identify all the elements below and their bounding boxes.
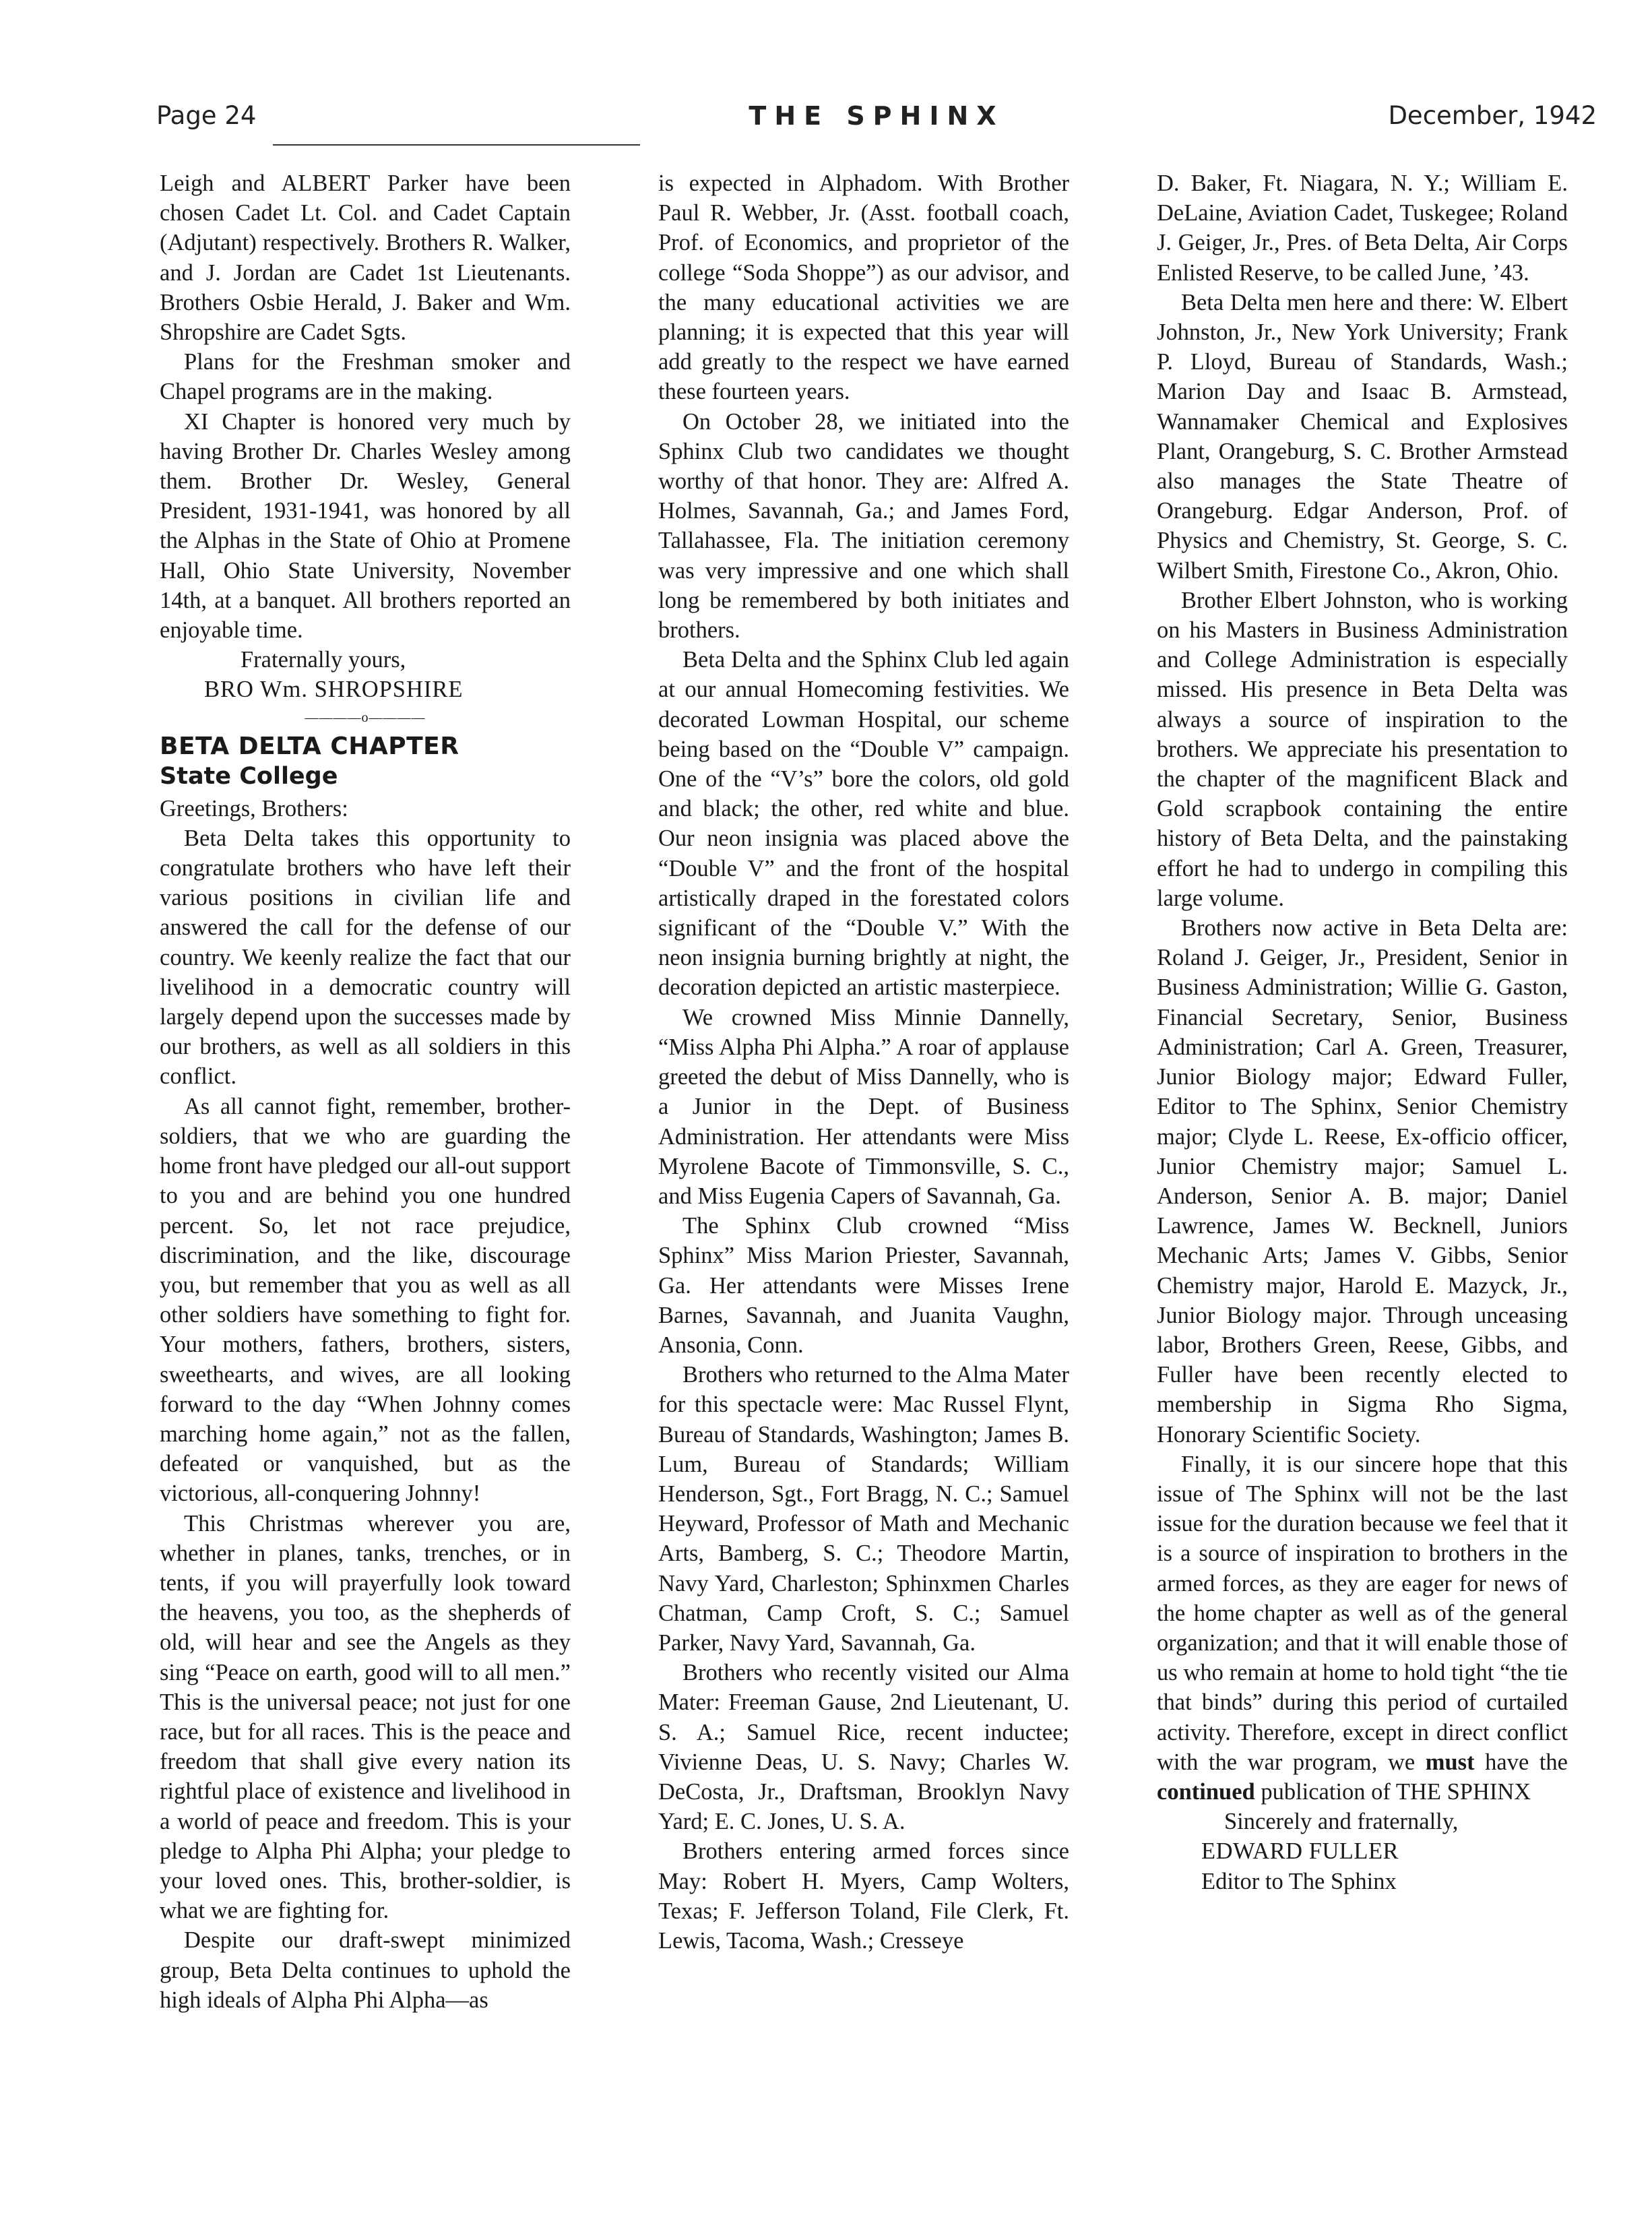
section-divider: ————o———— (305, 710, 426, 725)
paragraph: D. Baker, Ft. Niagara, N. Y.; William E. DeLaine, Aviation Cadet, Tuskegee; Roland J. Geiger, Jr., Pres. of Beta Delta, Air Corps Enlisted Reserve, to be called June, ’43. (1157, 170, 1568, 286)
paragraph: Brother Elbert Johnston, who is working on his Masters in Business Administration and College Administration is especially missed. His presence in Beta Delta was always a source of inspiration to the brothers. We appreciate his presentation to the chapter of the magnificent Black and Gold scrapbook containing the entire history of Beta Delta, and the painstaking effort he had to undergo in compiling this large volume. (1157, 587, 1568, 911)
masthead-title: THE SPHINX (749, 101, 1005, 131)
paragraph: This Christmas wherever you are, whether in planes, tanks, trenches, or in tents, if you will prayerfully look toward the heavens, you too, as the shepherds of old, will hear and see the Angels as they sing “Peace on earth, good will to all men.” This is the universal peace; not just for one race, but for all races. This is the peace and freedom that shall give every nation its rightful place of existence and livelihood in a world of peace and freedom. This is your pledge to Alpha Phi Alpha; your pledge to your loved ones. This, brother-soldier, is what we are fighting for. (160, 1510, 571, 1924)
greeting: Greetings, Brothers: (160, 795, 348, 821)
paragraph: Brothers entering armed forces since May: Robert H. Myers, Camp Wolters, Texas; F. Jefferson Toland, File Clerk, Ft. Lewis, Tacoma, Wash.; Cresseye (658, 1838, 1069, 1954)
paragraph-text: publication of THE SPHINX (1261, 1778, 1531, 1805)
emphasis-must: must (1425, 1749, 1475, 1775)
letter-closing: Sincerely and fraternally, (1224, 1809, 1459, 1835)
paragraph-text: have the (1485, 1749, 1568, 1775)
paragraph: Despite our draft-swept minimized group, Beta Delta continues to uphold the high ideals of Alpha Phi Alpha—as (160, 1927, 571, 2013)
chapter-heading: BETA DELTA CHAPTER (160, 732, 459, 760)
chapter-subheading: State College (160, 762, 338, 790)
paragraph: Brothers who returned to the Alma Mater for this spectacle were: Mac Russel Flynt, Bureau of Standards, Washington; James B. Lum, Bureau of Standards; William Henderson, Sgt., Fort Bragg, N. C.; Samuel Heyward, Professor of Math and Mechanic Arts, Bamberg, S. C.; Theodore Martin, Navy Yard, Charleston; Sphinxmen Charles Chatman, Camp Croft, S. C.; Samuel Parker, Navy Yard, Savannah, Ga. (658, 1362, 1069, 1656)
paragraph: Brothers who recently visited our Alma Mater: Freeman Gause, 2nd Lieutenant, U. S. A.; Samuel Rice, recent inductee; Vivienne Deas, U. S. Navy; Charles W. DeCosta, Jr., Draftsman, Brooklyn Navy Yard; E. C. Jones, U. S. A. (658, 1660, 1069, 1835)
paragraph (1157, 1450, 1568, 1807)
letter-signature: BRO Wm. SHROPSHIRE (204, 677, 464, 703)
paragraph: Leigh and ALBERT Parker have been chosen Cadet Lt. Col. and Cadet Captain (Adjutant) respectively. Brothers R. Walker, and J. Jordan are Cadet 1st Lieutenants. Brothers Osbie Herald, J. Baker and Wm. Shropshire are Cadet Sgts. (160, 170, 571, 346)
page-header (156, 101, 1597, 142)
header-rule (273, 144, 640, 146)
emphasis-continued: continued (1157, 1778, 1255, 1805)
paragraph-text: Finally, it is our sincere hope that this issue of The Sphinx will not be the last issue for the duration because we feel that it is a source of inspiration to brothers in the armed forces, as they are eager for news of the home chapter as well as of the general organization; and that it will enable those of us who remain at home to hold tight “the tie that binds” during this period of curtailed activity. Therefore, except in direct conflict with the war program, we (1157, 1451, 1568, 1775)
paragraph: is expected in Alphadom. With Brother Paul R. Webber, Jr. (Asst. football coach, Prof. of Economics, and proprietor of the college “Soda Shoppe”) as our advisor, and the many educational activities we are planning; it is expected that this year will add greatly to the respect we have earned these fourteen years. (658, 170, 1069, 405)
letter-signature: EDWARD FULLER (1201, 1838, 1399, 1865)
paragraph: Beta Delta and the Sphinx Club led again at our annual Homecoming festivities. We decorated Lowman Hospital, our scheme being based on the “Double V” campaign. One of the “V’s” bore the colors, old gold and black; the other, red white and blue. Our neon insignia was placed above the “Double V” and the front of the hospital artistically draped in the forestated colors significant of the “Double V.” With the neon insignia burning brightly at night, the decoration depicted an artistic masterpiece. (658, 647, 1069, 1001)
column-2 (658, 168, 1069, 1956)
page-number: Page 24 (156, 101, 257, 130)
paragraph: The Sphinx Club crowned “Miss Sphinx” Miss Marion Priester, Savannah, Ga. Her attendants were Misses Irene Barnes, Savannah, and Juanita Vaughn, Ansonia, Conn. (658, 1213, 1069, 1358)
letter-closing: Fraternally yours, (241, 647, 406, 673)
paragraph: Plans for the Freshman smoker and Chapel programs are in the making. (160, 349, 571, 405)
paragraph: Brothers now active in Beta Delta are: Roland J. Geiger, Jr., President, Senior in Business Administration; Willie G. Gaston, Financial Secretary, Senior, Business Administration; Carl A. Green, Treasurer, Junior Biology major; Edward Fuller, Editor to The Sphinx, Senior Chemistry major; Clyde L. Reese, Ex-officio officer, Junior Chemistry major; Samuel L. Anderson, Senior A. B. major; Daniel Lawrence, James W. Becknell, Juniors Mechanic Arts; James V. Gibbs, Senior Chemistry major, Harold E. Mazyck, Jr., Junior Biology major. Through unceasing labor, Brothers Green, Reese, Gibbs, and Fuller have been recently elected to membership in Sigma Rho Sigma, Honorary Scientific Society. (1157, 915, 1568, 1448)
paragraph: On October 28, we initiated into the Sphinx Club two candidates we thought worthy of that honor. They are: Alfred A. Holmes, Savannah, Ga.; and James Ford, Tallahassee, Fla. The initiation ceremony was very impressive and one which shall long be remembered by both initiates and brothers. (658, 408, 1069, 644)
paragraph: As all cannot fight, remember, brother-soldiers, that we who are guarding the home front have pledged our all-out support to you and are behind you one hundred percent. So, let not race prejudice, discrimination, and the like, discourage you, but remember that you as well as all other soldiers have something to fight for. Your mothers, fathers, brothers, sisters, sweethearts, and wives, are all looking forward to the day “When Johnny comes marching home again,” not as the fallen, defeated or vanquished, but as the victorious, all-conquering Johnny! (160, 1093, 571, 1507)
paragraph: We crowned Miss Minnie Dannelly, “Miss Alpha Phi Alpha.” A roar of applause greeted the debut of Miss Dannelly, who is a Junior in the Dept. of Business Administration. Her attendants were Miss Myrolene Bacote of Timmonsville, S. C., and Miss Eugenia Capers of Savannah, Ga. (658, 1004, 1069, 1209)
paragraph: Beta Delta takes this opportunity to congratulate brothers who have left their various positions in civilian life and answered the call for the defense of our country. We keenly realize the fact that our livelihood in a democratic country will largely depend upon the successes made by our brothers, as well as all soldiers in this conflict. (160, 825, 571, 1090)
paragraph: Beta Delta men here and there: W. Elbert Johnston, Jr., New York University; Frank P. Lloyd, Bureau of Standards, Wash.; Marion Day and Isaac B. Armstead, Wannamaker Chemical and Explosives Plant, Orangeburg, S. C. Brother Armstead also manages the State Theatre of Orangeburg. Edgar Anderson, Prof. of Physics and Chemistry, St. George, S. C. Wilbert Smith, Firestone Co., Akron, Ohio. (1157, 289, 1568, 584)
issue-date: December, 1942 (1388, 101, 1597, 130)
paragraph: XI Chapter is honored very much by having Brother Dr. Charles Wesley among them. Brother Dr. Wesley, General President, 1931-1941, was honored by all the Alphas in the State of Ohio at Promene Hall, Ohio State University, November 14th, at a banquet. All brothers reported an enjoyable time. (160, 408, 571, 644)
signature-title: Editor to The Sphinx (1201, 1868, 1397, 1894)
column-1 (160, 168, 571, 2015)
column-3 (1157, 168, 1568, 1896)
